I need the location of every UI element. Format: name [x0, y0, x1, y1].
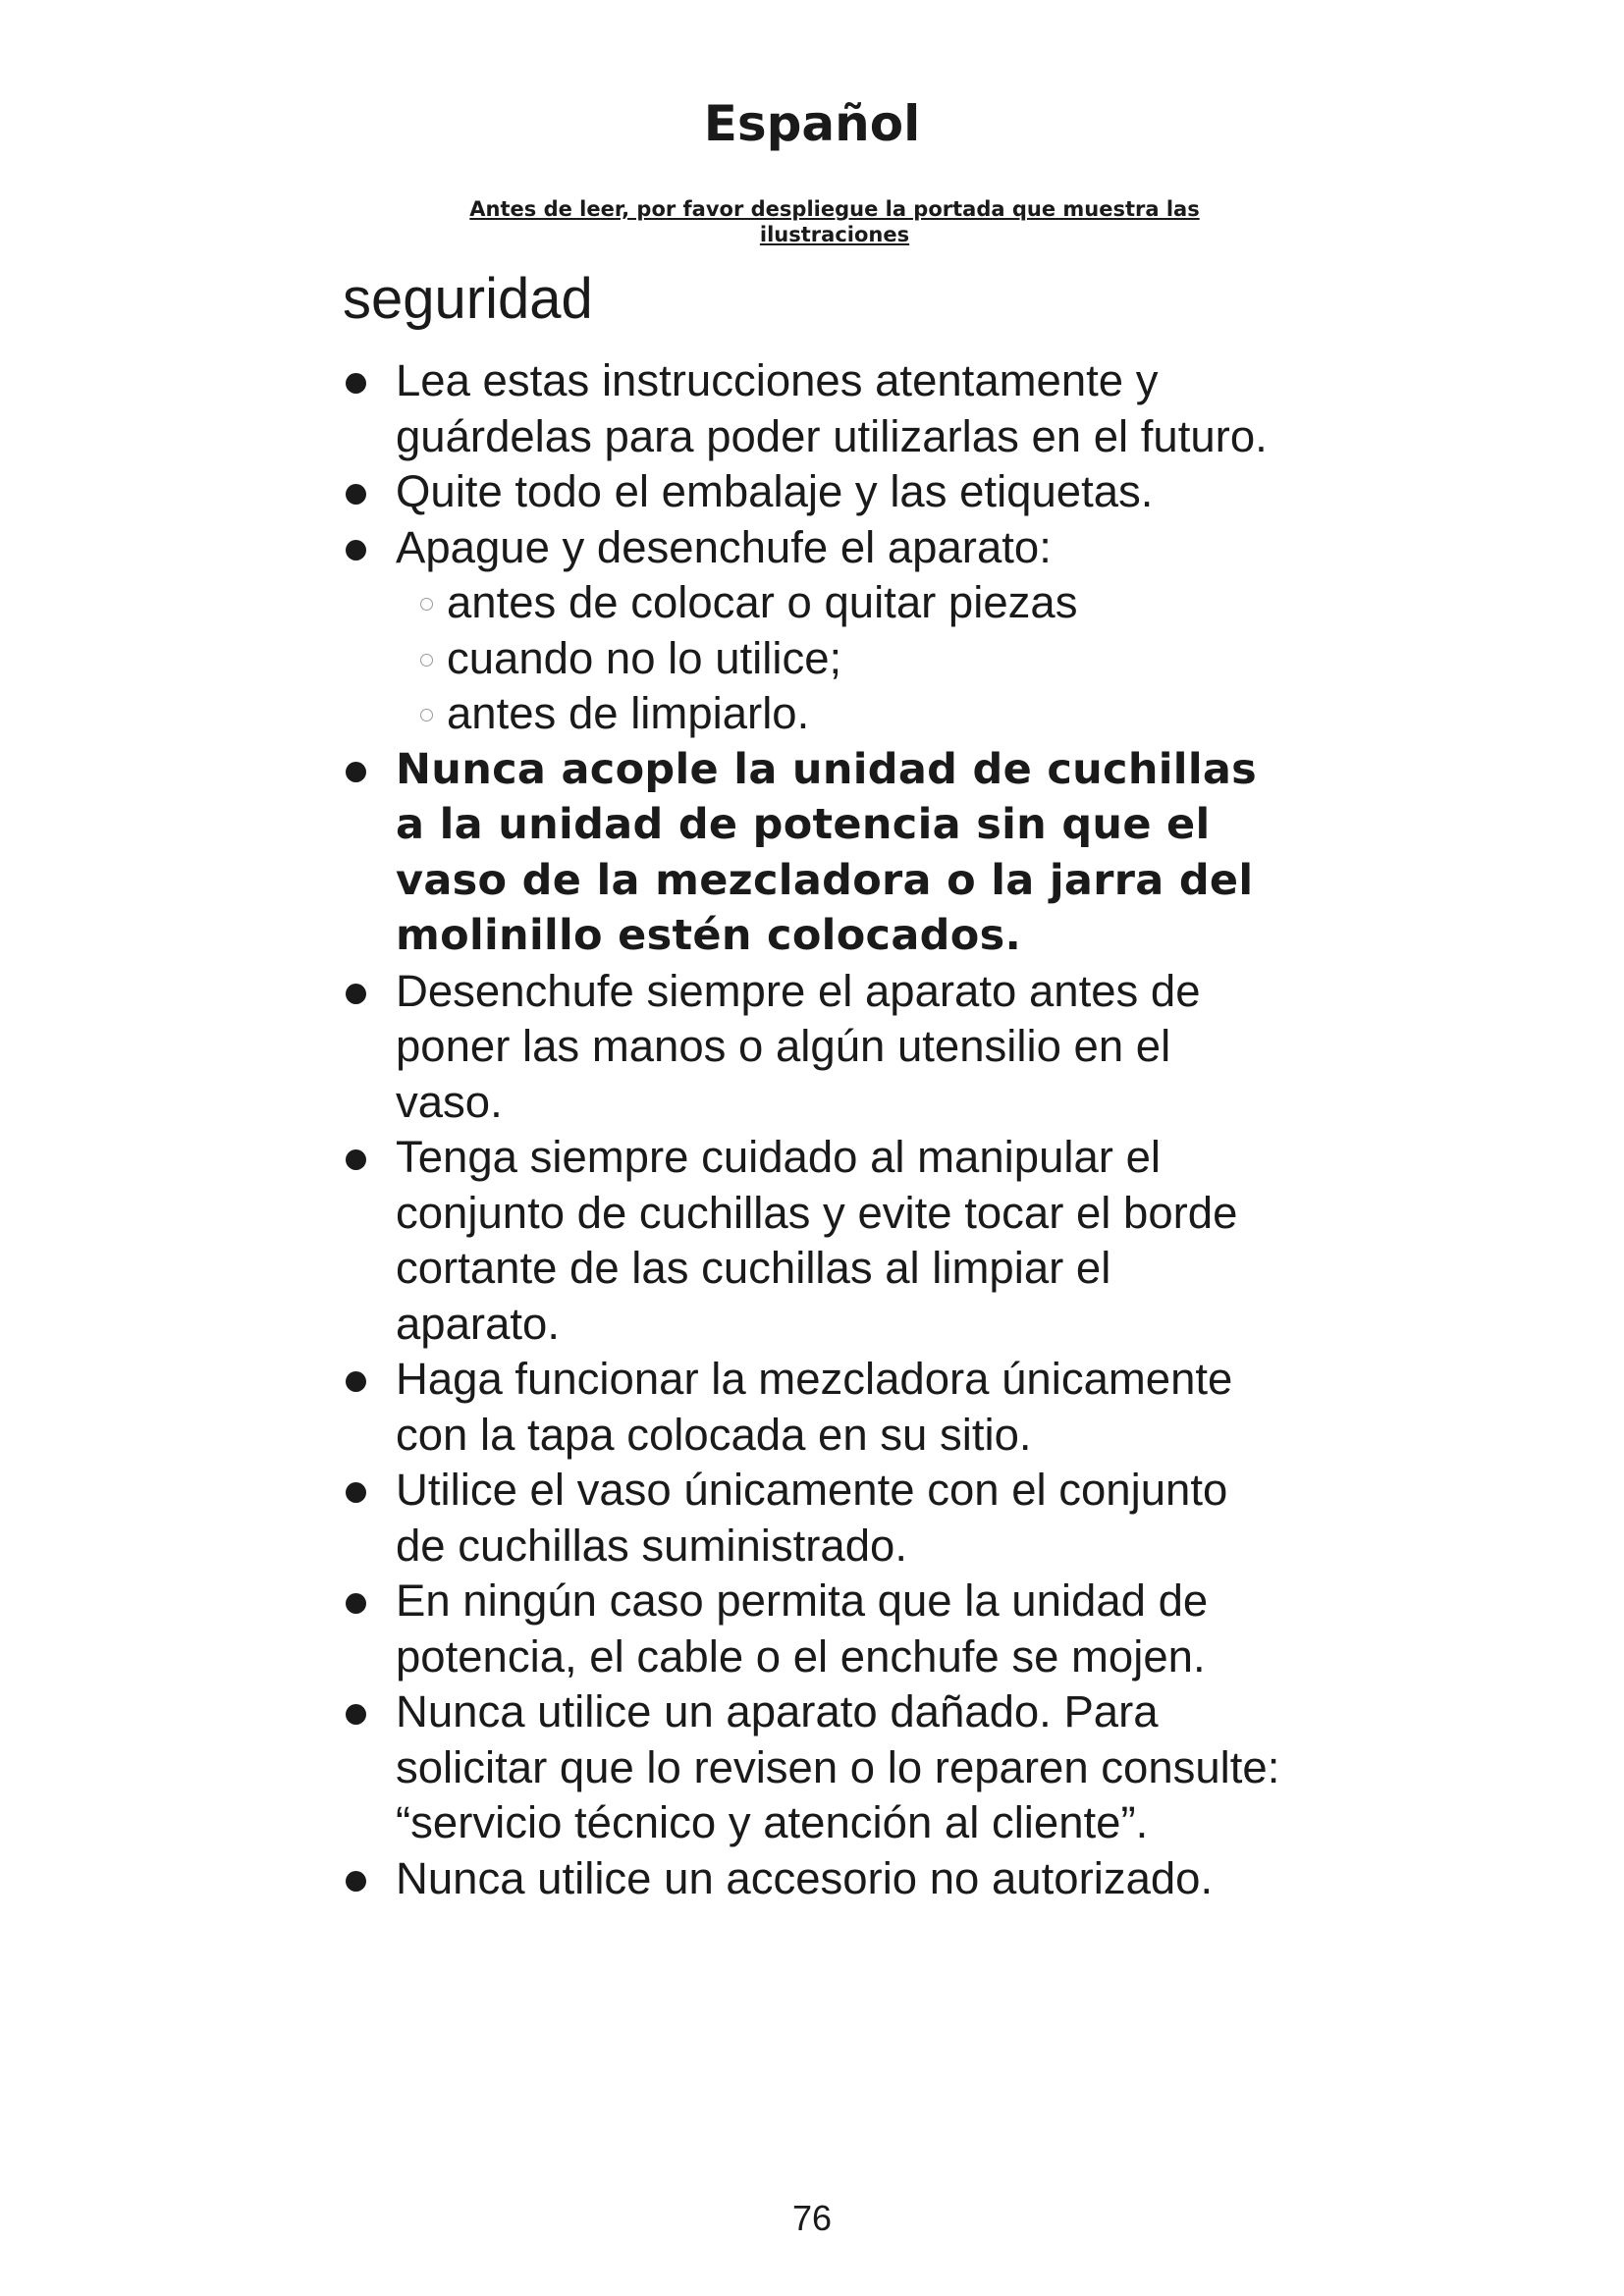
section-title: seguridad	[343, 267, 593, 331]
list-item-text: Utilice el vaso únicamente con el conjunto de cuchillas suministrado.	[396, 1465, 1228, 1571]
list-item	[339, 1352, 1281, 1463]
list-item-text: Quite todo el embalaje y las etiquetas.	[396, 466, 1154, 516]
circle-bullet-icon	[420, 654, 433, 667]
bullet-icon	[346, 762, 366, 782]
intro-note: Antes de leer, por favor despliegue la portada que muestra las ilustraciones	[469, 197, 1200, 246]
list-item	[339, 464, 1281, 520]
list-item-text: Nunca utilice un aparato dañado. Para solicitar que lo revisen o lo reparen consulte: “servicio técnico y atención al cliente”.	[396, 1686, 1280, 1847]
list-item-text: Lea estas instrucciones atentamente y guárdelas para poder utilizarlas en el futuro.	[396, 355, 1268, 461]
bullet-icon	[346, 1482, 366, 1503]
list-item	[339, 742, 1281, 964]
list-item-text: Haga funcionar la mezcladora únicamente con la tapa colocada en su sitio.	[396, 1354, 1233, 1460]
list-item-text: Nunca acople la unidad de cuchillas a la unidad de potencia sin que el vaso de la mezcladora o la jarra del molinillo estén colocados.	[396, 744, 1258, 960]
bullet-icon	[346, 984, 366, 1004]
bullet-icon	[346, 540, 366, 561]
sub-list-item	[396, 686, 1281, 742]
list-item-text: Tenga siempre cuidado al manipular el conjunto de cuchillas y evite tocar el borde cortante de las cuchillas al limpiar el aparato.	[396, 1132, 1238, 1349]
list-item	[339, 964, 1281, 1131]
page-number: 76	[791, 2198, 833, 2238]
list-item-text: Apague y desenchufe el aparato:	[396, 521, 1052, 572]
sub-list-item-text: antes de limpiarlo.	[447, 688, 810, 738]
list-item	[339, 1684, 1281, 1851]
page-title: Español	[703, 95, 921, 152]
sub-list-item-text: cuando no lo utilice;	[447, 632, 842, 683]
sub-list-item	[396, 575, 1281, 631]
safety-list	[339, 353, 1281, 1906]
sub-list	[396, 575, 1281, 742]
list-item	[339, 1463, 1281, 1574]
list-item	[339, 1130, 1281, 1352]
list-item-text: Nunca utilice un accesorio no autorizado.	[396, 1852, 1214, 1903]
bullet-icon	[346, 1371, 366, 1392]
bullet-icon	[346, 1871, 366, 1892]
list-item	[339, 1574, 1281, 1684]
list-item	[339, 520, 1281, 742]
circle-bullet-icon	[420, 709, 433, 721]
list-item	[339, 353, 1281, 464]
sub-list-item	[396, 631, 1281, 687]
bullet-icon	[346, 484, 366, 505]
bullet-icon	[346, 1704, 366, 1725]
bullet-icon	[346, 1149, 366, 1170]
list-item	[339, 1851, 1281, 1907]
bullet-icon	[346, 373, 366, 394]
bullet-icon	[346, 1593, 366, 1614]
list-item-text: Desenchufe siempre el aparato antes de poner las manos o algún utensilio en el vaso.	[396, 965, 1201, 1127]
sub-list-item-text: antes de colocar o quitar piezas	[447, 577, 1078, 627]
list-item-text: En ningún caso permita que la unidad de potencia, el cable o el enchufe se mojen.	[396, 1575, 1209, 1682]
circle-bullet-icon	[420, 598, 433, 611]
